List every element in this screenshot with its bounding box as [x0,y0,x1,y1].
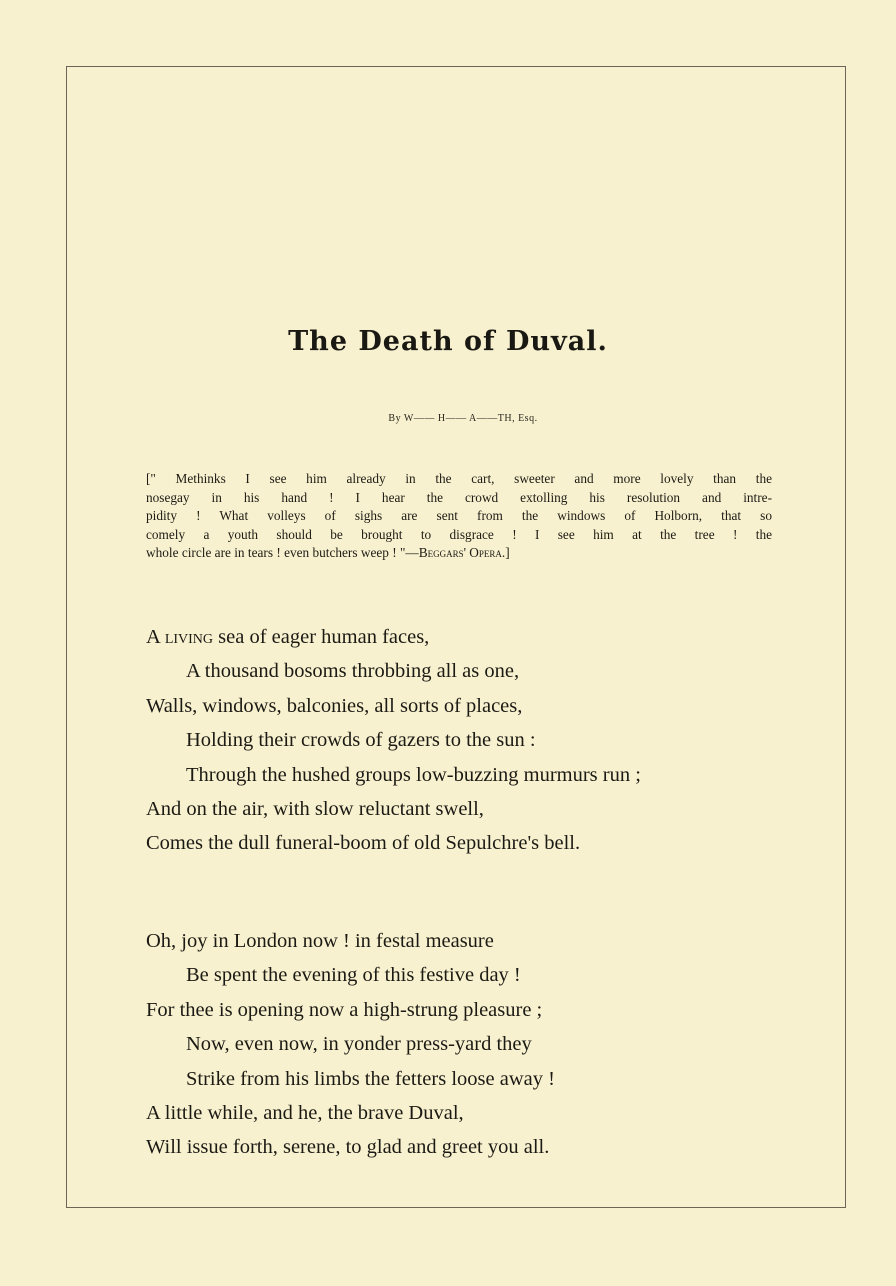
stanza-1 [146,620,806,861]
verse-line-text: sea of eager human faces, [213,626,430,648]
verse-line-smallcaps: living [164,626,214,648]
verse-line: Be spent the evening of this festive day ! [186,964,521,987]
epigraph-line: whole circle are in tears ! even butchers weep ! "— [146,545,419,561]
epigraph-line: comely a youth should be brought to disgrace ! I see him at the tree ! the [146,526,772,542]
epigraph [146,470,772,563]
verse-line: Will issue forth, serene, to glad and greet you all. [146,1136,550,1159]
verse-line: A thousand bosoms throbbing all as one, [186,660,520,683]
verse-line-lead: A [146,626,165,648]
poem-title: The Death of Duval. [288,326,608,357]
verse-line: Comes the dull funeral-boom of old Sepulchre's bell. [146,832,581,855]
verse-line: For thee is opening now a high-strung pleasure ; [146,998,543,1021]
verse-line: Now, even now, in yonder press-yard they [186,1033,532,1056]
stanza-2 [146,924,806,1165]
verse-line: Oh, joy in London now ! in festal measure [146,930,494,952]
verse-line: Strike from his limbs the fetters loose away ! [186,1067,555,1090]
verse-line: Walls, windows, balconies, all sorts of places, [146,694,523,717]
epigraph-line: nosegay in his hand ! I hear the crowd extolling his resolution and intre- [146,489,772,505]
verse-line: Holding their crowds of gazers to the sun : [186,729,536,752]
epigraph-closing-bracket: ] [505,545,510,561]
epigraph-source: Beggars' Opera. [418,545,506,561]
epigraph-last-line [146,544,772,563]
verse-line: And on the air, with slow reluctant swell, [146,798,484,821]
verse-line: Through the hushed groups low-buzzing murmurs run ; [186,763,641,786]
epigraph-line: [" Methinks I see him already in the cart, sweeter and more lovely than the [146,471,772,486]
verse-line: A little while, and he, the brave Duval, [146,1102,464,1125]
byline: By W—— H—— A——TH, Esq. [388,413,538,424]
verse-line [146,620,806,654]
epigraph-line: pidity ! What volleys of sighs are sent from the windows of Holborn, that so [146,508,772,524]
